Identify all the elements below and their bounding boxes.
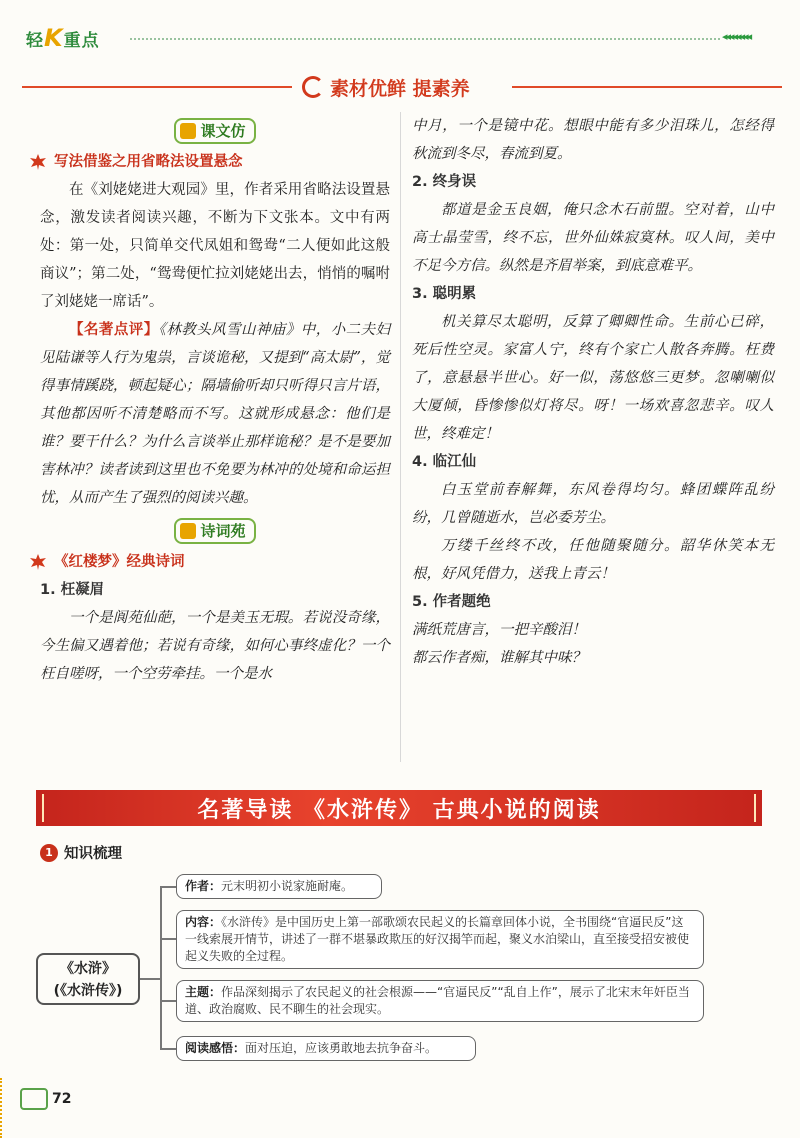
node-label: 主题： xyxy=(185,985,222,999)
logo-k: K xyxy=(44,24,64,52)
reading-guide-title: 名著导读 《水浒传》 古典小说的阅读 xyxy=(197,796,601,823)
knowledge-heading-text: 知识梳理 xyxy=(64,846,122,862)
root-title: 《水浒》 xyxy=(60,961,116,977)
page-number xyxy=(20,1088,71,1110)
node-theme xyxy=(176,980,704,1022)
poem-title: 3. 聪明累 xyxy=(412,286,477,302)
node-text: 作品深刻揭示了农民起义的社会根源——“官逼民反”“乱自上作”，展示了北宋末年奸臣当道、政治腐败、民不聊生的社会现实。 xyxy=(185,985,690,1016)
tree-connector xyxy=(160,1048,176,1050)
poem-title: 2. 终身误 xyxy=(412,174,477,190)
left-column xyxy=(40,112,390,688)
banner-edge xyxy=(42,794,44,822)
poem-text: 中月，一个是镜中花。想眼中能有多少泪珠儿，怎经得秋流到冬尽，春流到夏。 xyxy=(412,118,774,162)
node-feeling xyxy=(176,1036,476,1061)
pill-label: 课文仿 xyxy=(200,122,246,140)
swirl-icon xyxy=(302,76,324,98)
tree-connector xyxy=(140,978,160,980)
poem-text: 一个是阆苑仙葩，一个是美玉无瑕。若说没奇缘，今生偏又遇着他；若说有奇缘，如何心事终虚化？一个枉自嗟呀，一个空劳牵挂。一个是水 xyxy=(40,610,390,682)
tree-connector xyxy=(160,1000,176,1002)
node-text: 面对压迫，应该勇敢地去抗争奋斗。 xyxy=(245,1041,438,1055)
section-title: 写法借鉴之用省略法设置悬念 xyxy=(54,154,243,170)
page-number-text: 72 xyxy=(52,1091,72,1107)
column-divider xyxy=(400,112,401,762)
node-content xyxy=(176,910,704,969)
header-dotted-rule xyxy=(130,38,720,40)
node-text: 《水浒传》是中国历史上第一部歌颂农民起义的长篇章回体小说，全书围绕“官逼民反”这一线索展开情节，讲述了一群不堪暴政欺压的好汉揭竿而起，聚义水泊梁山，直至接受招安被使起义失败的全过程。 xyxy=(185,915,690,963)
node-label: 内容： xyxy=(185,915,222,929)
banner-title-text: 素材优鲜 提素养 xyxy=(330,77,470,100)
pill-shiciyuan xyxy=(40,518,390,544)
poem-title: 1. 枉凝眉 xyxy=(40,582,105,598)
banner-rule-left xyxy=(22,86,292,88)
section-heading xyxy=(28,148,390,176)
banner-rule-right xyxy=(512,86,782,88)
logo-suffix: 重点 xyxy=(63,31,100,51)
reading-guide-banner xyxy=(36,790,762,826)
poem-icon xyxy=(180,523,196,539)
number-badge-icon: 1 xyxy=(40,844,58,862)
maple-leaf-icon xyxy=(28,553,48,571)
comment-tag: 【名著点评】 xyxy=(69,322,159,338)
root-subtitle: (《水浒传》) xyxy=(53,983,123,999)
poem-text: 万缕千丝终不改，任他随聚随分。韶华休笑本无根，好风凭借力，送我上青云！ xyxy=(412,538,774,582)
tree-connector xyxy=(160,938,176,940)
node-text: 元末明初小说家施耐庵。 xyxy=(221,879,354,893)
brand-logo xyxy=(26,24,100,52)
maple-leaf-icon xyxy=(28,153,48,171)
section-title: 《红楼梦》经典诗词 xyxy=(54,554,185,570)
poem-text: 白玉堂前春解舞，东风卷得均匀。蜂团蝶阵乱纷纷，几曾随逝水，岂必委芳尘。 xyxy=(412,482,774,526)
banner-edge xyxy=(754,794,756,822)
book-icon xyxy=(180,123,196,139)
pill-label: 诗词苑 xyxy=(200,522,246,540)
mindmap-root xyxy=(36,953,140,1005)
logo-prefix: 轻 xyxy=(26,31,44,51)
poem-text: 机关算尽太聪明，反算了卿卿性命。生前心已碎，死后性空灵。家富人宁，终有个家亡人散各奔腾。枉费了，意悬悬半世心。好一似，荡悠悠三更梦。忽喇喇似大厦倾，昏惨惨似灯将尽。呀！一场欢喜忽悲辛。叹人世，终难定！ xyxy=(412,314,774,442)
tree-connector xyxy=(160,886,176,888)
node-author xyxy=(176,874,382,899)
arrow-trail-icon: ◂◂◂◂◂◂◂◂ xyxy=(722,30,751,43)
comment-paragraph xyxy=(40,316,390,512)
section-paragraph: 在《刘姥姥进大观园》里，作者采用省略法设置悬念，激发读者阅读兴趣，不断为下文张本。文中有两处：第一处，只简单交代凤姐和鸳鸯“二人便如此这般商议”；第二处，“鸳鸯便忙拉刘姥姥出去，悄悄的嘱咐了刘姥姥一席话”。 xyxy=(40,182,390,310)
poem-line: 都云作者痴，谁解其中味？ xyxy=(412,650,586,666)
section-banner xyxy=(22,70,782,104)
node-label: 阅读感悟： xyxy=(185,1041,246,1055)
knowledge-heading xyxy=(40,842,122,863)
tree-trunk xyxy=(160,886,162,1048)
poem-title: 5. 作者题绝 xyxy=(412,594,491,610)
page-header xyxy=(0,0,800,60)
banner-title xyxy=(302,70,502,104)
poem-line: 满纸荒唐言，一把辛酸泪！ xyxy=(412,622,586,638)
comment-text: 《林教头风雪山神庙》中，小二夫妇见陆谦等人行为鬼祟，言谈诡秘，又提到“高太尉”，觉得事情蹊跷，顿起疑心；隔墙偷听却只听得只言片语，其他都因听不清楚略而不写。这就形成悬念：他们是谁？要干什么？为什么言谈举止那样诡秘？是不是要加害林冲？读者读到这里也不免要为林冲的处境和命运担忧，从而产生了强烈的阅读兴趣。 xyxy=(40,322,391,506)
node-label: 作者： xyxy=(185,879,222,893)
poem-title: 4. 临江仙 xyxy=(412,454,477,470)
page-badge-icon xyxy=(20,1088,48,1110)
poem-text: 都道是金玉良姻，俺只念木石前盟。空对着，山中高士晶莹雪，终不忘，世外仙姝寂寞林。叹人间，美中不足今方信。纵然是齐眉举案，到底意难平。 xyxy=(412,202,774,274)
section-heading xyxy=(28,548,390,576)
pill-kewenfang xyxy=(40,118,390,144)
right-column xyxy=(412,112,774,672)
